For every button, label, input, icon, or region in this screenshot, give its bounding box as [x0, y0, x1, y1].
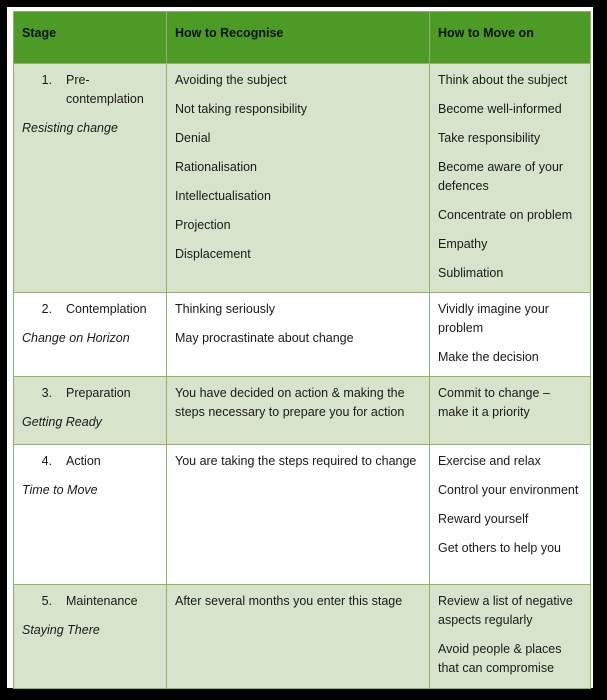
move-on-item: Avoid people & places that can compromise — [438, 642, 562, 675]
stage-cell — [14, 377, 167, 445]
stage-number: 3. — [41, 386, 52, 400]
page-inner — [7, 7, 596, 691]
recognise-item: Avoiding the subject — [175, 73, 287, 87]
move-on-item: Think about the subject — [438, 73, 568, 87]
move-on-item: Empathy — [438, 237, 488, 251]
move-on-item: Get others to help you — [438, 541, 561, 555]
stage-heading — [14, 592, 158, 611]
header-row — [14, 12, 591, 64]
recognise-item: Displacement — [175, 247, 251, 261]
header-stage: Stage — [14, 12, 167, 64]
recognise-item: Not taking responsibility — [175, 102, 308, 116]
recognise-item: You have decided on action & making the steps necessary to prepare you for action — [175, 386, 405, 419]
stage-subtitle: Resisting change — [22, 121, 118, 135]
stage-heading — [14, 452, 158, 471]
move-on-item: Take responsibility — [438, 131, 541, 145]
table-row — [14, 64, 591, 293]
recognise-cell — [167, 293, 430, 377]
recognise-cell — [167, 64, 430, 293]
move-on-item: Become aware of your defences — [438, 160, 564, 193]
stage-heading — [14, 300, 158, 319]
stage-subtitle: Change on Horizon — [22, 331, 130, 345]
move-on-cell — [430, 585, 591, 689]
stage-subtitle: Getting Ready — [22, 415, 102, 429]
move-on-item: Vividly imagine your problem — [438, 302, 549, 335]
recognise-item: Projection — [175, 218, 231, 232]
recognise-item: Thinking seriously — [175, 302, 276, 316]
stage-name: Preparation — [66, 386, 131, 400]
move-on-item: Commit to change – make it a priority — [438, 386, 550, 419]
stage-number: 2. — [41, 302, 52, 316]
header-move-on: How to Move on — [430, 12, 591, 64]
recognise-item: After several months you enter this stage — [175, 594, 403, 608]
move-on-item: Make the decision — [438, 350, 539, 364]
recognise-cell — [167, 445, 430, 585]
move-on-cell — [430, 445, 591, 585]
table-row — [14, 585, 591, 689]
stage-cell — [14, 293, 167, 377]
stages-of-change-table — [13, 11, 591, 689]
stage-heading — [14, 384, 158, 403]
stage-heading — [14, 71, 158, 109]
table-row — [14, 445, 591, 585]
stage-subtitle: Staying There — [22, 623, 100, 637]
stage-cell — [14, 64, 167, 293]
stage-name: Pre-contemplation — [66, 73, 144, 106]
move-on-item: Become well-informed — [438, 102, 562, 116]
stage-name: Action — [66, 454, 101, 468]
move-on-item: Review a list of negative aspects regularly — [438, 594, 573, 627]
stage-subtitle: Time to Move — [22, 483, 98, 497]
move-on-item: Concentrate on problem — [438, 208, 573, 222]
recognise-cell — [167, 585, 430, 689]
recognise-item: You are taking the steps required to change — [175, 454, 417, 468]
move-on-item: Exercise and relax — [438, 454, 541, 468]
header-recognise: How to Recognise — [167, 12, 430, 64]
recognise-cell — [167, 377, 430, 445]
move-on-item: Reward yourself — [438, 512, 529, 526]
stage-number: 1. — [41, 73, 52, 87]
recognise-item: Intellectualisation — [175, 189, 271, 203]
recognise-item: Rationalisation — [175, 160, 257, 174]
move-on-cell — [430, 64, 591, 293]
move-on-cell — [430, 377, 591, 445]
table-row — [14, 377, 591, 445]
move-on-item: Control your environment — [438, 483, 579, 497]
table-row — [14, 293, 591, 377]
stage-number: 4. — [41, 454, 52, 468]
move-on-item: Sublimation — [438, 266, 504, 280]
stage-cell — [14, 445, 167, 585]
stage-name: Contemplation — [66, 302, 147, 316]
stage-cell — [14, 585, 167, 689]
recognise-item: May procrastinate about change — [175, 331, 354, 345]
recognise-item: Denial — [175, 131, 211, 145]
stage-number: 5. — [41, 594, 52, 608]
move-on-cell — [430, 293, 591, 377]
stage-name: Maintenance — [66, 594, 138, 608]
